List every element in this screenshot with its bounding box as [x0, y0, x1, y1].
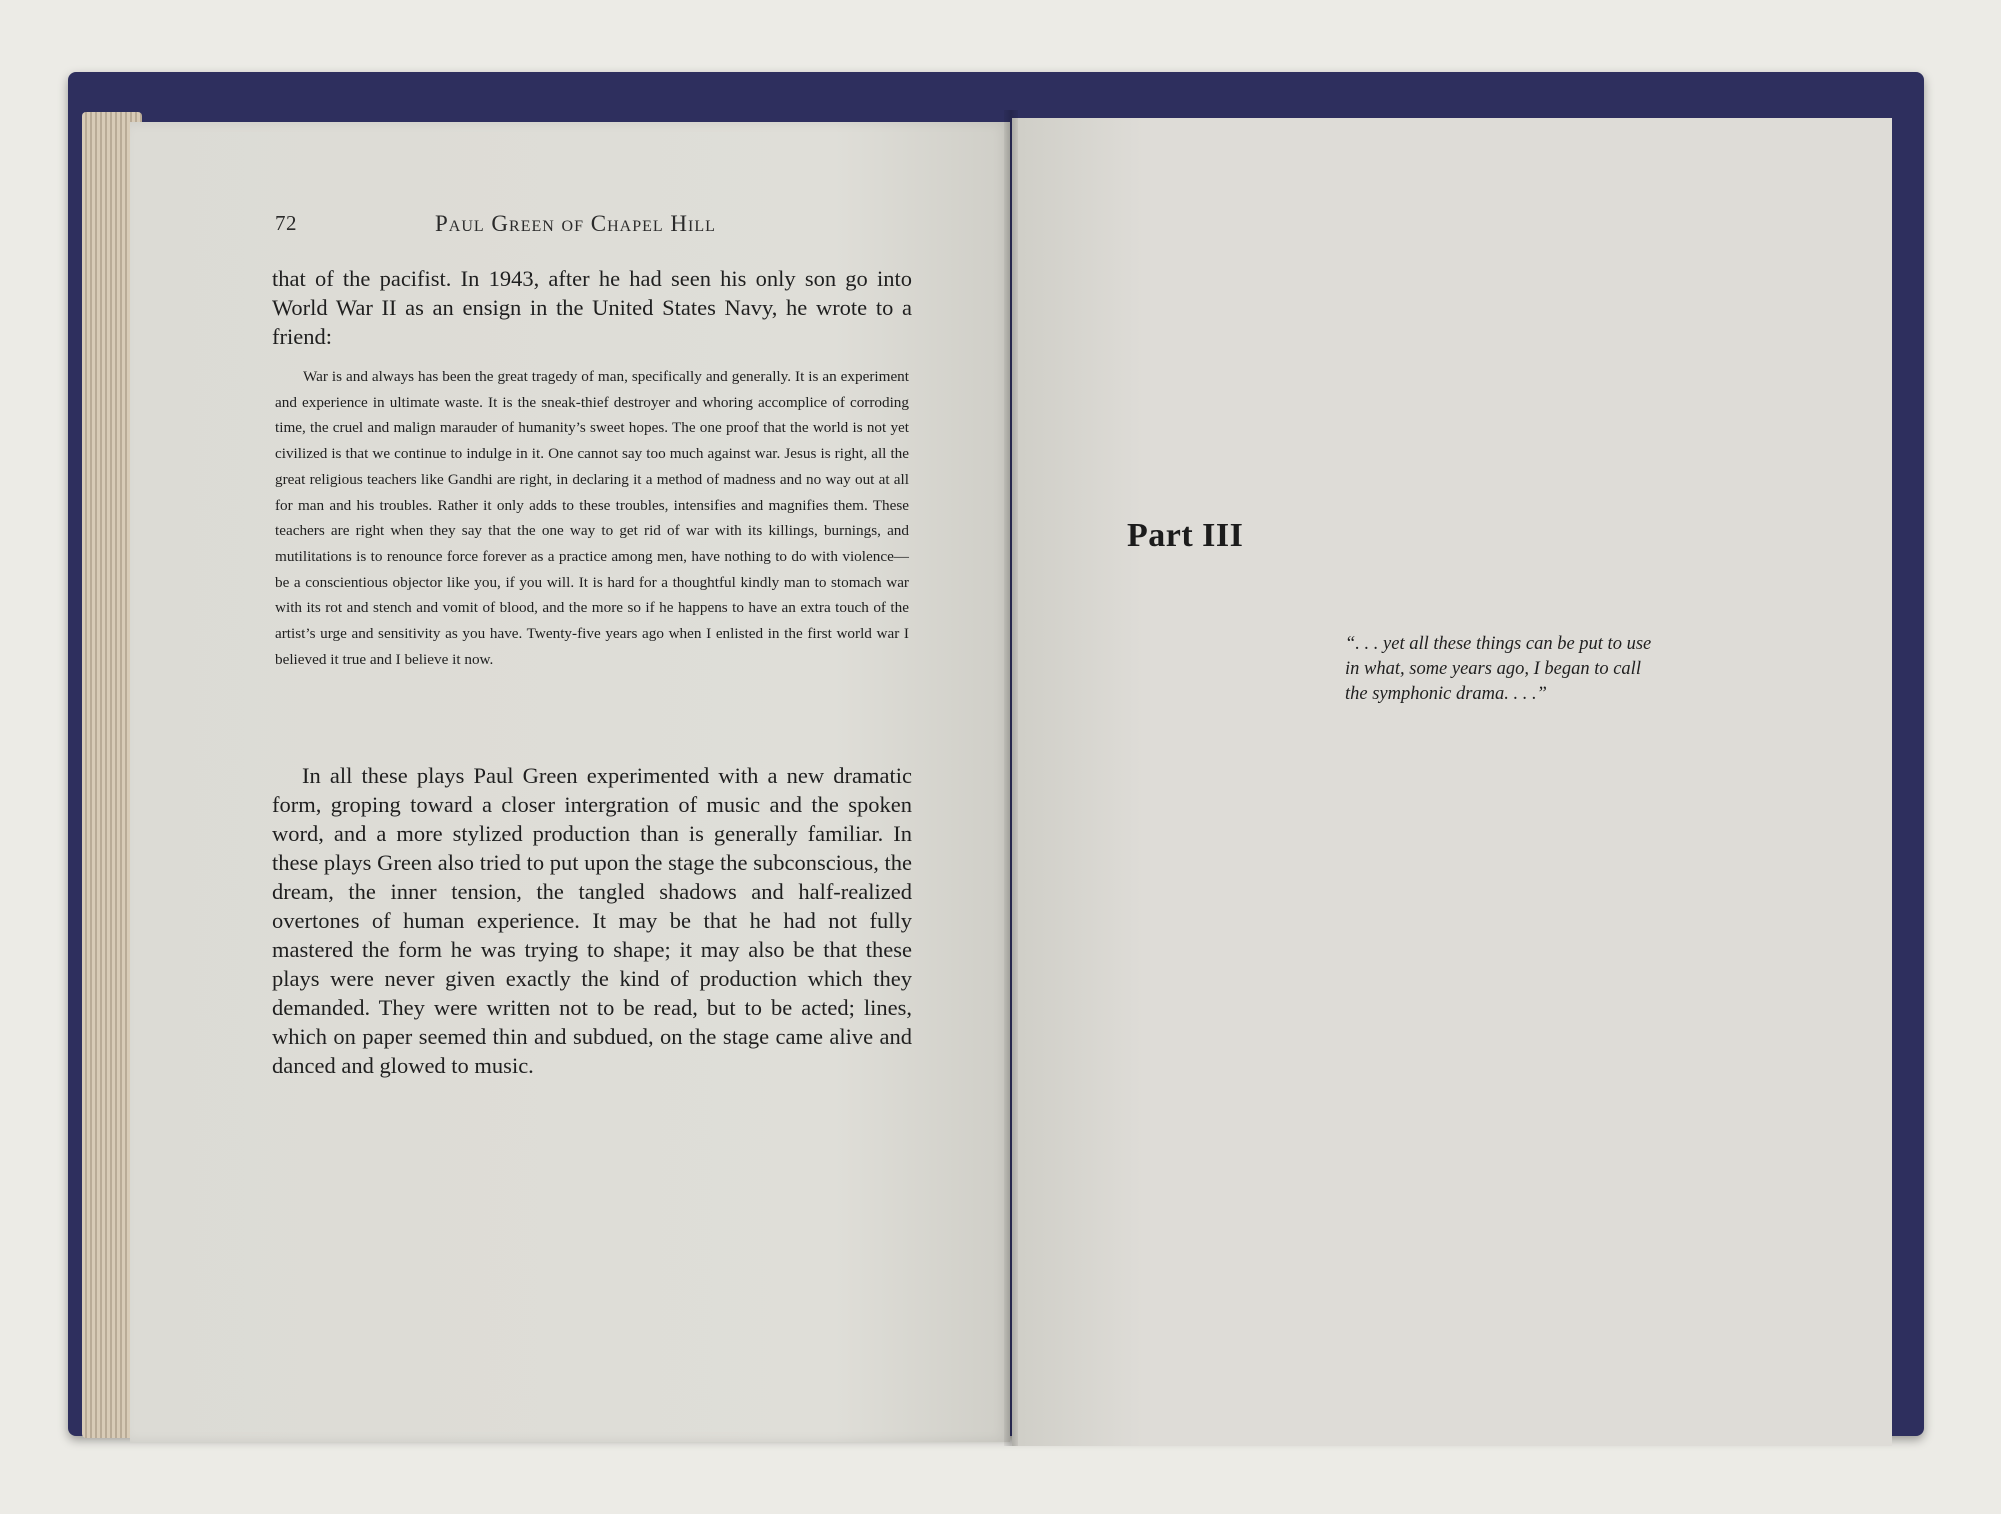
page-number: 72	[275, 211, 297, 235]
part-title: Part III	[1127, 517, 1244, 554]
block-quote: War is and always has been the great tragedy of man, specifically and generally. It is an experiment and experience in ultimate waste. It is the sneak-thief destroyer and whoring accomplice of corroding time, the cruel and malign marauder of humanity’s sweet hopes. The one proof that the world is not yet civilized is that we continue to indulge in it. One cannot say too much against war. Jesus is right, all the great religious teachers like Gandhi are right, in declaring it a method of madness and no way out at all for man and his troubles. Rather it only adds to these troubles, intensifies and magnifies them. These teachers are right when they say that the one way to get rid of war with its killings, burnings, and mutilitations is to renounce force forever as a practice among men, have nothing to do with violence—be a conscientious objector like you, if you will. It is hard for a thoughtful kindly man to stomach war with its rot and stench and vomit of blood, and the more so if he happens to have an extra touch of the artist’s urge and sensitivity as you have. Twenty-five years ago when I enlisted in the first world war I believed it true and I believe it now.	[275, 368, 909, 668]
body-paragraph-2: In all these plays Paul Green experimented with a new dramatic form, groping toward a closer intergration of music and the spoken word, and a more stylized production than is generally familiar. In these plays Green also tried to put upon the stage the subconscious, the dream, the inner tension, the tangled shadows and half-realized overtones of human experience. It may be that he had not fully mastered the form he was trying to shape; it may also be that these plays were never given exactly the kind of production which they demanded. They were written not to be read, but to be acted; lines, which on paper seemed thin and subdued, on the stage came alive and danced and glowed to music.	[272, 763, 912, 1078]
epigraph-line: “. . . yet all these things can be put to use	[1345, 634, 1652, 654]
book-spine	[1004, 110, 1018, 1446]
running-title: Paul Green of Chapel Hill	[435, 211, 716, 236]
epigraph	[1345, 632, 1785, 707]
epigraph-line: the symphonic drama. . . .”	[1345, 684, 1547, 704]
body-paragraph-1: that of the pacifist. In 1943, after he had seen his only son go into World War II as an ensign in the United States Navy, he wrote to a friend:	[272, 266, 912, 349]
right-page	[1012, 118, 1892, 1446]
epigraph-line: in what, some years ago, I began to call	[1345, 659, 1641, 679]
